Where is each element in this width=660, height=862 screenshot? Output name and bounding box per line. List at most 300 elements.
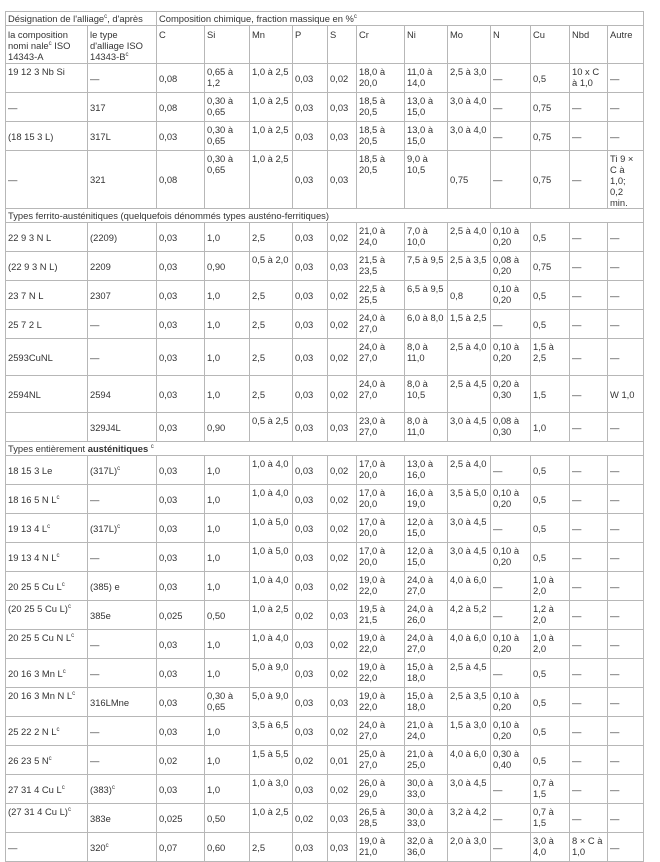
- table-cell: 0,10 à 0,20: [491, 223, 531, 252]
- table-cell: 2,5: [250, 223, 293, 252]
- composition-table-wrapper: [5, 11, 644, 862]
- table-cell: —: [608, 746, 644, 775]
- table-cell: 0,03: [293, 376, 328, 413]
- table-cell: 24,0 à 26,0: [405, 601, 448, 630]
- table-cell: 0,75: [531, 93, 570, 122]
- table-cell: —: [608, 93, 644, 122]
- table-cell: —: [570, 485, 608, 514]
- table-row: [6, 514, 644, 543]
- table-cell: 1,5 à 2,5: [531, 339, 570, 376]
- table-cell: 317L: [88, 122, 157, 151]
- table-cell: 0,03: [293, 281, 328, 310]
- table-cell: 32,0 à 36,0: [405, 833, 448, 862]
- table-cell: 18 15 3 Le: [6, 456, 88, 485]
- table-cell: 6,5 à 9,5: [405, 281, 448, 310]
- table-cell: 0,60: [205, 833, 250, 862]
- table-cell: —: [608, 717, 644, 746]
- table-cell: 0,03: [157, 252, 205, 281]
- table-cell: 0,30 à 0,65: [205, 93, 250, 122]
- table-cell: 0,02: [293, 746, 328, 775]
- table-cell: 2,5 à 3,0: [448, 64, 491, 93]
- table-cell: 2,5: [250, 310, 293, 339]
- table-cell: 1,0: [205, 572, 250, 601]
- table-row: [6, 456, 644, 485]
- table-cell: 0,03: [157, 122, 205, 151]
- table-cell: 8 × C à 1,0: [570, 833, 608, 862]
- table-cell: 0,02: [328, 630, 357, 659]
- table-cell: 2,5 à 4,0: [448, 223, 491, 252]
- table-cell: —: [608, 281, 644, 310]
- table-cell: 1,0: [205, 630, 250, 659]
- table-cell: —: [570, 543, 608, 572]
- table-cell: 3,0 à 4,5: [448, 775, 491, 804]
- table-cell: 0,03: [328, 688, 357, 717]
- table-cell: 25,0 à 27,0: [357, 746, 405, 775]
- table-cell: 22 9 3 N L: [6, 223, 88, 252]
- table-cell: —: [88, 659, 157, 688]
- table-cell: 0,10 à 0,20: [491, 485, 531, 514]
- table-cell: 0,03: [293, 514, 328, 543]
- table-cell: 0,5: [531, 688, 570, 717]
- table-cell: 0,5: [531, 64, 570, 93]
- table-cell: $(383)^c$: [88, 775, 157, 804]
- table-cell: 5,0 à 9,0: [250, 659, 293, 688]
- table-cell: 0,5: [531, 456, 570, 485]
- table-cell: —: [608, 833, 644, 862]
- table-cell: 0,03: [293, 413, 328, 442]
- table-cell: —: [608, 456, 644, 485]
- table-cell: 1,0: [205, 223, 250, 252]
- table-cell: 1,0 à 2,5: [250, 64, 293, 93]
- table-cell: (20 25 5 Cu L)$^c$: [6, 601, 88, 630]
- table-cell: 23 7 N L: [6, 281, 88, 310]
- composition-header: Composition chimique, fraction massique en %$^c$: [157, 12, 644, 26]
- table-cell: 1,0 à 2,5: [250, 804, 293, 833]
- element-header-c: C: [157, 26, 205, 64]
- table-cell: Ti 9 × C à 1,0; 0,2 min.: [608, 151, 644, 209]
- table-cell: —: [570, 659, 608, 688]
- table-cell: 0,30 à 0,65: [205, 151, 250, 209]
- table-cell: 30,0 à 33,0: [405, 804, 448, 833]
- table-cell: —: [491, 659, 531, 688]
- table-cell: —: [6, 151, 88, 209]
- table-cell: 3,0 à 4,5: [448, 543, 491, 572]
- element-header-nbd: Nbd: [570, 26, 608, 64]
- table-cell: 317: [88, 93, 157, 122]
- element-header-mn: Mn: [250, 26, 293, 64]
- table-cell: W 1,0: [608, 376, 644, 413]
- table-cell: —: [608, 601, 644, 630]
- table-cell: 0,03: [293, 630, 328, 659]
- table-row: [6, 601, 644, 630]
- table-cell: 2,5 à 4,0: [448, 456, 491, 485]
- table-cell: 23,0 à 27,0: [357, 413, 405, 442]
- table-cell: 0,02: [328, 543, 357, 572]
- table-cell: 0,025: [157, 804, 205, 833]
- table-cell: $(317L)^c$: [88, 456, 157, 485]
- table-cell: 1,0 à 4,0: [250, 456, 293, 485]
- header-row-1: [6, 12, 644, 26]
- table-cell: 19 13 4 N $L^c$: [6, 543, 88, 572]
- table-cell: 2593CuNL: [6, 339, 88, 376]
- table-cell: 1,5: [531, 376, 570, 413]
- table-cell: 20 25 5 Cu N $L^c$: [6, 630, 88, 659]
- table-cell: 0,08 à 0,20: [491, 252, 531, 281]
- table-cell: 0,03: [157, 310, 205, 339]
- table-cell: 2,5: [250, 833, 293, 862]
- table-cell: —: [608, 630, 644, 659]
- table-cell: 0,03: [157, 688, 205, 717]
- table-cell: 0,03: [293, 688, 328, 717]
- table-cell: 0,03: [157, 223, 205, 252]
- table-cell: 0,02: [328, 659, 357, 688]
- table-cell: 0,03: [157, 630, 205, 659]
- table-cell: 19 12 3 Nb Si: [6, 64, 88, 93]
- table-cell: 3,5 à 6,5: [250, 717, 293, 746]
- table-cell: —: [570, 572, 608, 601]
- table-cell: —: [608, 659, 644, 688]
- table-cell: —: [88, 630, 157, 659]
- table-cell: —: [491, 833, 531, 862]
- table-cell: 0,08: [157, 64, 205, 93]
- table-cell: 1,0: [205, 310, 250, 339]
- table-cell: 26,0 à 29,0: [357, 775, 405, 804]
- table-cell: 0,02: [157, 746, 205, 775]
- table-cell: 0,5: [531, 281, 570, 310]
- table-cell: 21,0 à 24,0: [405, 717, 448, 746]
- table-row: [6, 310, 644, 339]
- table-cell: 0,03: [293, 543, 328, 572]
- table-cell: 0,5: [531, 223, 570, 252]
- section-austenitic-label: Types entièrement austénitiques $^c$: [6, 442, 644, 456]
- table-cell: 321: [88, 151, 157, 209]
- table-cell: —: [608, 775, 644, 804]
- table-cell: —: [608, 413, 644, 442]
- table-cell: —: [491, 514, 531, 543]
- table-cell: 0,65 à 1,2: [205, 64, 250, 93]
- table-cell: 0,01: [328, 746, 357, 775]
- designation-header: Désignation de l'alliage$^c$, d'après: [6, 12, 157, 26]
- table-cell: $(317L)^c$: [88, 514, 157, 543]
- table-cell: 0,08 à 0,30: [491, 413, 531, 442]
- table-row: [6, 572, 644, 601]
- table-cell: 18,5 à 20,5: [357, 151, 405, 209]
- table-cell: 0,75: [531, 122, 570, 151]
- table-cell: 385e: [88, 601, 157, 630]
- table-cell: 19 13 4 $L^c$: [6, 514, 88, 543]
- table-row: [6, 485, 644, 514]
- table-cell: 0,10 à 0,20: [491, 281, 531, 310]
- table-cell: —: [570, 310, 608, 339]
- table-cell: 0,03: [293, 775, 328, 804]
- table-cell: 1,0: [205, 485, 250, 514]
- table-cell: 0,03: [157, 281, 205, 310]
- table-cell: 19,0 à 21,0: [357, 833, 405, 862]
- table-cell: 1,0: [205, 659, 250, 688]
- table-cell: 22,5 à 25,5: [357, 281, 405, 310]
- table-cell: (385) e: [88, 572, 157, 601]
- table-cell: 2,5 à 4,5: [448, 659, 491, 688]
- table-cell: 0,08: [157, 151, 205, 209]
- table-cell: —: [491, 804, 531, 833]
- table-cell: —: [608, 339, 644, 376]
- table-cell: 0,10 à 0,20: [491, 339, 531, 376]
- table-cell: 383e: [88, 804, 157, 833]
- table-row: [6, 376, 644, 413]
- table-cell: 1,0 à 4,0: [250, 572, 293, 601]
- table-cell: —: [88, 485, 157, 514]
- table-cell: —: [491, 93, 531, 122]
- table-row: [6, 252, 644, 281]
- table-cell: 1,5 à 2,5: [448, 310, 491, 339]
- table-cell: —: [88, 64, 157, 93]
- table-cell: —: [491, 601, 531, 630]
- table-row: [6, 413, 644, 442]
- table-cell: [6, 413, 88, 442]
- table-cell: —: [570, 775, 608, 804]
- section-ferritic-label: Types ferrito-austénitiques (quelquefois dénommés types austéno-ferritiques): [6, 209, 644, 223]
- table-cell: —: [570, 122, 608, 151]
- table-cell: 0,5: [531, 659, 570, 688]
- table-cell: 12,0 à 15,0: [405, 514, 448, 543]
- table-row: [6, 151, 644, 209]
- table-cell: 0,03: [157, 485, 205, 514]
- table-cell: 0,8: [448, 281, 491, 310]
- table-cell: —: [608, 485, 644, 514]
- table-cell: 27 31 4 Cu $L^c$: [6, 775, 88, 804]
- table-cell: 3,0 à 4,0: [531, 833, 570, 862]
- table-cell: —: [570, 717, 608, 746]
- table-cell: 0,02: [328, 485, 357, 514]
- table-cell: —: [570, 601, 608, 630]
- header-row-2: [6, 26, 644, 64]
- table-cell: 1,0: [205, 376, 250, 413]
- table-cell: 0,03: [293, 485, 328, 514]
- table-cell: 7,0 à 10,0: [405, 223, 448, 252]
- table-cell: 21,0 à 24,0: [357, 223, 405, 252]
- table-cell: 1,0: [205, 281, 250, 310]
- table-cell: 0,02: [328, 64, 357, 93]
- table-row: [6, 833, 644, 862]
- table-cell: —: [608, 223, 644, 252]
- table-cell: (2209): [88, 223, 157, 252]
- table-cell: 4,0 à 6,0: [448, 630, 491, 659]
- table-row: [6, 93, 644, 122]
- table-cell: 0,30 à 0,65: [205, 688, 250, 717]
- table-cell: 0,5: [531, 543, 570, 572]
- table-cell: 1,0 à 4,0: [250, 485, 293, 514]
- table-cell: 25 22 2 N $L^c$: [6, 717, 88, 746]
- table-cell: 0,03: [157, 376, 205, 413]
- table-cell: 12,0 à 15,0: [405, 543, 448, 572]
- element-header-p: P: [293, 26, 328, 64]
- table-cell: 1,0 à 2,0: [531, 572, 570, 601]
- table-cell: 0,03: [293, 93, 328, 122]
- table-cell: —: [88, 310, 157, 339]
- table-cell: 1,2 à 2,0: [531, 601, 570, 630]
- table-cell: —: [491, 310, 531, 339]
- table-cell: 0,03: [157, 456, 205, 485]
- table-cell: 0,03: [293, 151, 328, 209]
- element-header-ni: Ni: [405, 26, 448, 64]
- table-cell: 5,0 à 9,0: [250, 688, 293, 717]
- table-cell: 2,5: [250, 376, 293, 413]
- table-cell: 20 16 3 Mn $L^c$: [6, 659, 88, 688]
- table-row: [6, 223, 644, 252]
- table-cell: 0,02: [293, 601, 328, 630]
- table-cell: 1,0 à 2,5: [250, 601, 293, 630]
- table-cell: 13,0 à 16,0: [405, 456, 448, 485]
- table-cell: 2,5 à 4,0: [448, 339, 491, 376]
- table-cell: 30,0 à 33,0: [405, 775, 448, 804]
- table-cell: 18,0 à 20,0: [357, 64, 405, 93]
- table-cell: 3,0 à 4,5: [448, 514, 491, 543]
- table-cell: 1,0: [205, 456, 250, 485]
- table-cell: —: [570, 151, 608, 209]
- table-cell: 0,20 à 0,30: [491, 376, 531, 413]
- table-cell: —: [491, 456, 531, 485]
- table-cell: 0,75: [448, 151, 491, 209]
- table-cell: 0,75: [531, 151, 570, 209]
- table-cell: 0,03: [293, 122, 328, 151]
- table-body: [6, 12, 644, 862]
- table-row: [6, 746, 644, 775]
- table-cell: 2,5: [250, 339, 293, 376]
- table-cell: 0,10 à 0,20: [491, 717, 531, 746]
- table-cell: 26 23 5 $N^c$: [6, 746, 88, 775]
- table-cell: —: [570, 281, 608, 310]
- table-cell: 2594: [88, 376, 157, 413]
- table-cell: 0,03: [328, 833, 357, 862]
- table-cell: 8,0 à 11,0: [405, 339, 448, 376]
- table-cell: —: [608, 64, 644, 93]
- table-cell: 0,03: [293, 310, 328, 339]
- table-row: [6, 688, 644, 717]
- table-cell: 19,0 à 22,0: [357, 659, 405, 688]
- table-cell: 0,03: [293, 252, 328, 281]
- table-cell: 0,5: [531, 514, 570, 543]
- table-cell: —: [570, 223, 608, 252]
- table-cell: 0,5: [531, 746, 570, 775]
- table-cell: (18 15 3 L): [6, 122, 88, 151]
- table-cell: 0,03: [293, 659, 328, 688]
- table-cell: 3,2 à 4,2: [448, 804, 491, 833]
- table-cell: 24,0 à 27,0: [357, 376, 405, 413]
- table-cell: 0,03: [328, 93, 357, 122]
- table-row: [6, 339, 644, 376]
- alloy-composition-table: [5, 11, 644, 862]
- table-cell: 21,5 à 23,5: [357, 252, 405, 281]
- table-cell: 15,0 à 18,0: [405, 688, 448, 717]
- table-cell: 0,30 à 0,40: [491, 746, 531, 775]
- table-cell: 21,0 à 25,0: [405, 746, 448, 775]
- table-cell: —: [6, 833, 88, 862]
- table-cell: 1,0 à 2,5: [250, 122, 293, 151]
- table-cell: 7,5 à 9,5: [405, 252, 448, 281]
- table-cell: 1,0: [205, 775, 250, 804]
- table-cell: —: [608, 572, 644, 601]
- table-cell: 2307: [88, 281, 157, 310]
- table-cell: 0,03: [157, 717, 205, 746]
- table-cell: 0,50: [205, 804, 250, 833]
- table-cell: —: [608, 252, 644, 281]
- table-cell: —: [570, 93, 608, 122]
- table-cell: 11,0 à 14,0: [405, 64, 448, 93]
- table-cell: 1,0 à 4,0: [250, 630, 293, 659]
- table-cell: 0,30 à 0,65: [205, 122, 250, 151]
- table-cell: 0,10 à 0,20: [491, 543, 531, 572]
- table-cell: 320$^c$: [88, 833, 157, 862]
- table-cell: 0,03: [293, 64, 328, 93]
- table-cell: —: [608, 514, 644, 543]
- table-cell: 0,03: [293, 456, 328, 485]
- table-cell: 17,0 à 20,0: [357, 514, 405, 543]
- table-cell: —: [570, 514, 608, 543]
- table-cell: 0,10 à 0,20: [491, 688, 531, 717]
- table-cell: 3,0 à 4,0: [448, 93, 491, 122]
- table-cell: 0,02: [328, 376, 357, 413]
- table-cell: —: [570, 804, 608, 833]
- table-cell: 0,03: [293, 223, 328, 252]
- table-row: [6, 804, 644, 833]
- section-ferritic: [6, 209, 644, 223]
- table-cell: 8,0 à 11,0: [405, 413, 448, 442]
- table-cell: 0,02: [293, 804, 328, 833]
- table-row: [6, 122, 644, 151]
- table-cell: 0,03: [293, 717, 328, 746]
- table-cell: 19,0 à 22,0: [357, 572, 405, 601]
- table-row: [6, 775, 644, 804]
- element-header-s: S: [328, 26, 357, 64]
- table-cell: 0,5: [531, 717, 570, 746]
- table-cell: 0,50: [205, 601, 250, 630]
- table-cell: 24,0 à 27,0: [405, 572, 448, 601]
- table-cell: 2594NL: [6, 376, 88, 413]
- table-cell: 24,0 à 27,0: [405, 630, 448, 659]
- table-cell: 0,08: [157, 93, 205, 122]
- table-cell: 1,5 à 5,5: [250, 746, 293, 775]
- table-cell: 20 16 3 Mn N $L^c$: [6, 688, 88, 717]
- table-cell: (22 9 3 N L): [6, 252, 88, 281]
- table-cell: 2,5: [250, 281, 293, 310]
- table-cell: 4,0 à 6,0: [448, 572, 491, 601]
- table-cell: —: [491, 775, 531, 804]
- table-cell: 0,90: [205, 413, 250, 442]
- element-header-cr: Cr: [357, 26, 405, 64]
- table-cell: 13,0 à 15,0: [405, 122, 448, 151]
- table-cell: —: [570, 339, 608, 376]
- element-header-cu: Cu: [531, 26, 570, 64]
- table-cell: 17,0 à 20,0: [357, 485, 405, 514]
- table-cell: —: [491, 151, 531, 209]
- table-cell: 19,0 à 22,0: [357, 688, 405, 717]
- table-cell: 0,03: [328, 151, 357, 209]
- table-cell: 17,0 à 20,0: [357, 456, 405, 485]
- table-cell: 1,0 à 5,0: [250, 514, 293, 543]
- table-cell: 0,02: [328, 281, 357, 310]
- table-cell: 0,03: [328, 252, 357, 281]
- table-cell: —: [570, 252, 608, 281]
- table-cell: 0,02: [328, 775, 357, 804]
- table-cell: 18,5 à 20,5: [357, 93, 405, 122]
- table-cell: 0,03: [157, 413, 205, 442]
- table-cell: 316LMne: [88, 688, 157, 717]
- table-cell: 0,03: [328, 413, 357, 442]
- table-cell: —: [570, 413, 608, 442]
- table-cell: 1,0: [205, 746, 250, 775]
- table-cell: 2,5 à 4,5: [448, 376, 491, 413]
- table-cell: 2,5 à 3,5: [448, 688, 491, 717]
